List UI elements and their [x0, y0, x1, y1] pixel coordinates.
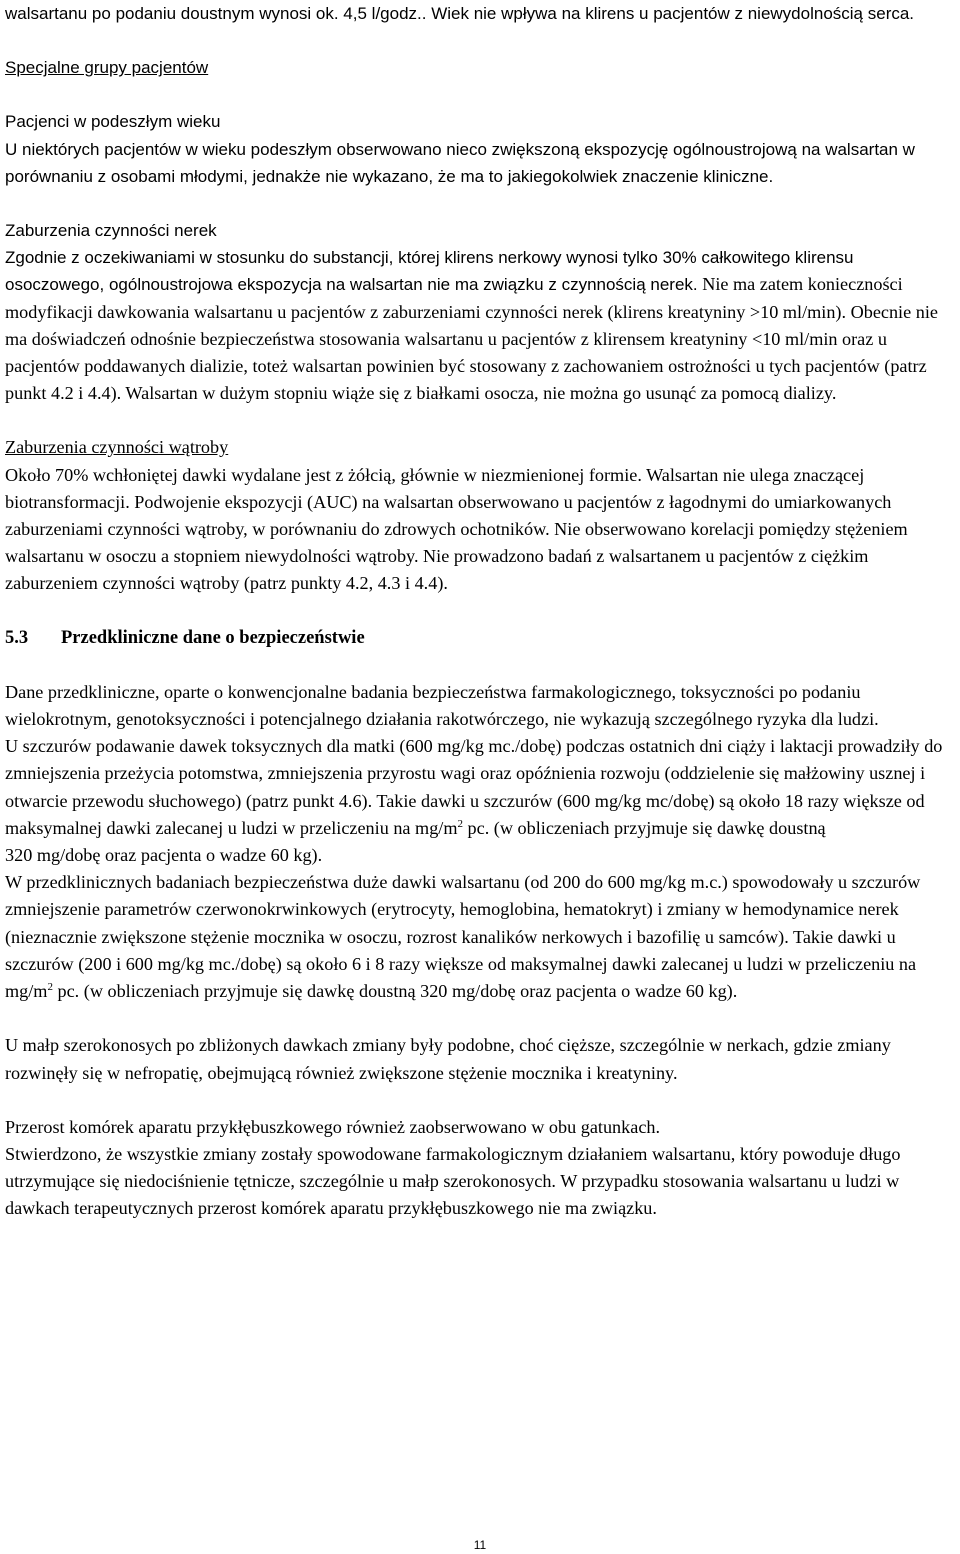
section-5-3-heading [5, 625, 955, 652]
preclinical-paragraph-5: Przerost komórek aparatu przykłębuszkowego również zaobserwowano w obu gatunkach. [5, 1116, 661, 1137]
preclinical-paragraph-1: Dane przedkliniczne, oparte o konwencjonalne badania bezpieczeństwa farmakologicznego, toksyczności po podaniu wielokrotnym, genotoksyczności i potencjalnego działania rakotwórczego, nie wykazują szczególnego ryzyka dla ludzi. [5, 681, 879, 730]
page-number: 11 [473, 1538, 487, 1552]
renal-paragraph [5, 244, 955, 407]
elderly-subheading: Pacjenci w podeszłym wieku [5, 112, 221, 132]
intro-paragraph: walsartanu po podaniu doustnym wynosi ok. 4,5 l/godz.. Wiek nie wpływa na klirens u pacjentów z niewydolnością serca. [5, 4, 915, 23]
preclinical-paragraph-2 [5, 733, 955, 869]
preclinical-paragraph-4: U małp szerokonosych po zbliżonych dawkach zmiany były podobne, choć cięższe, szczególnie w nerkach, gdzie zmiany rozwinęły się w nefropatię, obejmującą również zwiększone stężenie mocznika i kreatyniny. [5, 1035, 891, 1083]
preclinical-paragraph-3 [5, 869, 955, 1005]
section-title: Przedkliniczne dane o bezpieczeństwie [61, 627, 365, 648]
preclinical-p2-text-b: pc. (w obliczeniach przyjmuje się dawkę doustną [463, 817, 826, 838]
renal-text-sans: Zgodnie z oczekiwaniami w stosunku do substancji, której klirens nerkowy wynosi tylko 30% całkowitego klirensu osoczowego, ogólnoustrojowa ekspozycja na walsartan nie ma związku z czynnością nerek. [5, 248, 854, 295]
preclinical-p2-text-a: U szczurów podawanie dawek toksycznych dla matki (600 mg/kg mc./dobę) podczas ostatnich dni ciąży i laktacji prowadziły do zmniejszenia przeżycia potomstwa, zmniejszenia przyrostu wagi oraz opóźnienia rozwoju (oddzielenie się małżowiny usznej i otwarcie przewodu słuchowego) (patrz punkt 4.6). Takie dawki u szczurów (600 mg/kg mc/dobę) są około 18 razy większe od maksymalnej dawki zalecanej u ludzi w przeliczeniu na mg/m [5, 736, 943, 838]
document-page [5, 0, 955, 1223]
elderly-paragraph: U niektórych pacjentów w wieku podeszłym obserwowano nieco zwiększoną ekspozycję ogólnoustrojową na walsartan w porównaniu z osobami młodymi, jednakże nie wykazano, że ma to jakiegokolwiek znaczenie kliniczne. [5, 139, 915, 186]
superscript-2: 2 [47, 981, 53, 994]
preclinical-p2-text-c: 320 mg/dobę oraz pacjenta o wadze 60 kg). [5, 845, 323, 866]
section-number: 5.3 [5, 627, 29, 648]
preclinical-paragraph-6: Stwierdzono, że wszystkie zmiany zostały spowodowane farmakologicznym działaniem walsartanu, który powoduje długo utrzymujące się niedociśnienie tętnicze, szczególnie u małp szerokonosych. W przypadku stosowania walsartanu u ludzi w dawkach terapeutycznych przerost komórek aparatu przykłębuszkowego nie ma związku. [5, 1143, 901, 1219]
special-groups-heading: Specjalne grupy pacjentów [5, 58, 209, 78]
preclinical-p3-text-a: W przedklinicznych badaniach bezpieczeństwa duże dawki walsartanu (od 200 do 600 mg/kg m.c.) spowodowały u szczurów zmniejszenie parametrów czerwonokrwinkowych (erytrocyty, hemoglobina, hematokryt) i zmiany w hemodynamice nerek (nieznacznie zwiększone stężenie mocznika w osoczu, rozrost kanalików nerkowych i bazofilię u samców). Takie dawki u szczurów (200 i 600 mg/kg mc./dobę) są około 6 i 8 razy większe od maksymalnej dawki zalecanej u ludzi w przeliczeniu na mg/m [5, 872, 921, 1002]
preclinical-p3-text-b: pc. (w obliczeniach przyjmuje się dawkę doustną 320 mg/dobę oraz pacjenta o wadze 60 kg). [52, 981, 738, 1002]
superscript-2: 2 [457, 817, 463, 830]
renal-text-serif: Nie ma zatem konieczności modyfikacji dawkowania walsartanu u pacjentów z zaburzeniami czynności nerek (klirens kreatyniny >10 ml/min). Obecnie nie ma doświadczeń odnośnie bezpieczeństwa stosowania walsartanu u pacjentów z klirensem kreatyniny <10 ml/min oraz u pacjentów poddawanych dializie, toteż walsartan powinien być stosowany z zachowaniem ostrożności u tych pacjentów (patrz punkt 4.2 i 4.4). Walsartan w dużym stopniu wiąże się z białkami osocza, nie można go usunąć za pomocą dializy. [5, 274, 938, 404]
hepatic-paragraph: Około 70% wchłoniętej dawki wydalane jest z żółcią, głównie w niezmienionej formie. Walsartan nie ulega znaczącej biotransformacji. Podwojenie ekspozycji (AUC) na walsartan obserwowano u pacjentów z łagodnymi do umiarkowanych zaburzeniami czynności wątroby, w porównaniu do zdrowych ochotników. Nie obserwowano korelacji pomiędzy stężeniem walsartanu w osoczu a stopniem niewydolności wątroby. Nie prowadzono badań z walsartanem u pacjentów z ciężkim zaburzeniem czynności wątroby (patrz punkty 4.2, 4.3 i 4.4). [5, 464, 908, 594]
hepatic-subheading: Zaburzenia czynności wątroby [5, 437, 229, 458]
renal-subheading: Zaburzenia czynności nerek [5, 221, 217, 241]
